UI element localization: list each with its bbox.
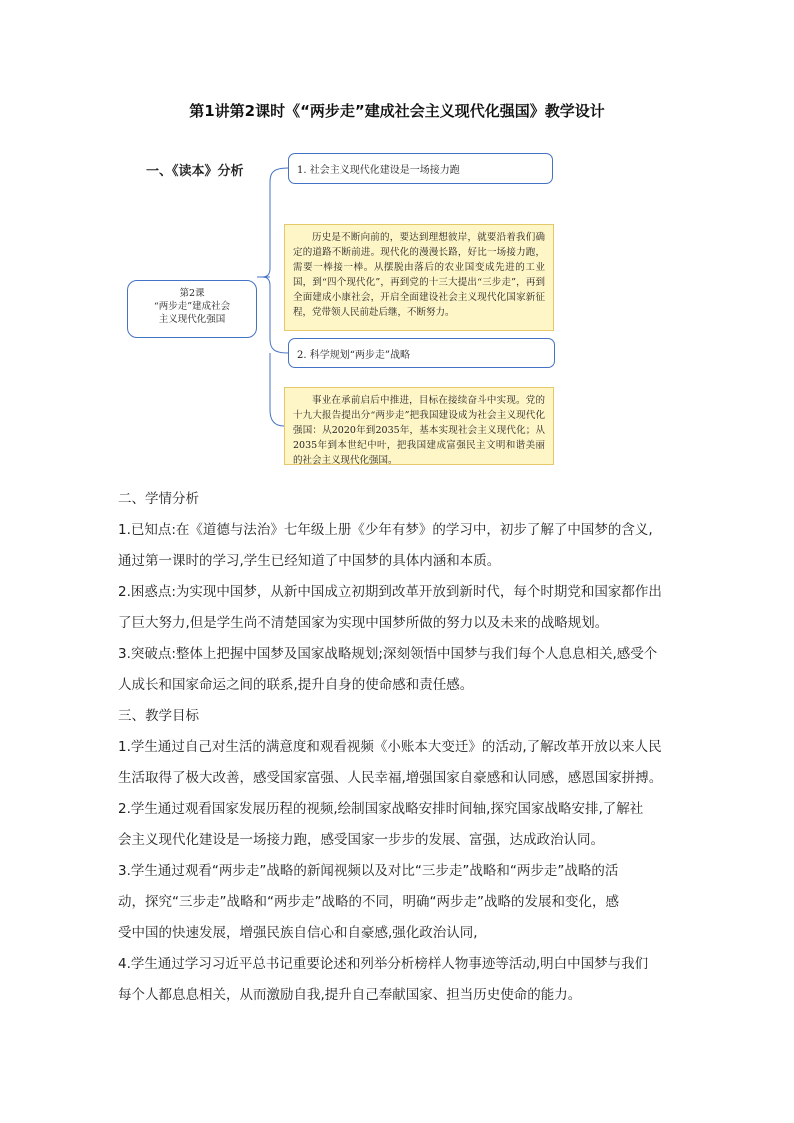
branch-1-note-box: 历史是不断向前的，要达到理想彼岸，就要沿着我们确定的道路不断前进。现代化的漫漫长路，好比一场接力跑，需要一棒接一棒。从摆脱由落后的农业国变成先进的工业国，到“四个现代化”，再到党的十三大提出“三步走”，再到全面建成小康社会，开启全面建设社会主义现代化国家新征程，党带领人民前赴后继，不断努力。 [284, 224, 554, 331]
branch-2-note-box: 事业在承前启后中推进，目标在接续奋斗中实现。党的十九大报告提出分“两步走”把我国建设成为社会主义现代化强国：从2020年到2035年，基本实现社会主义现代化；从2035年到本世纪中叶，把我国建成富强民主文明和谐美丽的社会主义现代化强国。 [284, 387, 554, 465]
central-topic-line: 第2课 [179, 288, 205, 299]
branch-1-title-box: 1. 社会主义现代化建设是一场接力跑 [288, 153, 553, 184]
paragraph-line: 每个人都息息相关，从而激励自我,提升自己奉献国家、担当历史使命的能力。 [118, 987, 582, 1003]
paragraph-line: 2.困惑点:为实现中国梦，从新中国成立初期到改革开放到新时代，每个时期党和国家都作出 [118, 584, 662, 600]
paragraph-line: 3.学生通过观看“两步走”战略的新闻视频以及对比“三步走”战略和“两步走”战略的活 [118, 863, 619, 879]
central-topic-line: 主义现代化强国 [158, 314, 226, 325]
paragraph-line: 1.学生通过自己对生活的满意度和观看视频《小账本大变迁》的活动,了解改革开放以来人民 [118, 739, 662, 755]
section-heading-reader-analysis: 一、《读本》分析 [146, 164, 244, 179]
document-body [118, 484, 688, 1011]
paragraph-line: 3.突破点:整体上把握中国梦及国家战略规划;深刻领悟中国梦与我们每个人息息相关,感受个 [118, 646, 658, 662]
paragraph-line: 动，探究“三步走”战略和“两步走”战略的不同，明确“两步走”战略的发展和变化，感 [118, 894, 619, 910]
paragraph-line: 2.学生通过观看国家发展历程的视频,绘制国家战略安排时间轴,探究国家战略安排,了解社 [118, 801, 644, 817]
paragraph-line: 1.已知点:在《道德与法治》七年级上册《少年有梦》的学习中，初步了解了中国梦的含义, [118, 522, 653, 538]
paragraph-line: 4.学生通过学习习近平总书记重要论述和列举分析榜样人物事迹等活动,明白中国梦与我们 [118, 956, 649, 972]
central-topic-box [127, 280, 257, 338]
paragraph-line: 生活取得了极大改善，感受国家富强、人民幸福,增强国家自豪感和认同感，感恩国家拼搏。 [118, 770, 663, 786]
document-title: 第1讲第2课时《“两步走”建成社会主义现代化强国》教学设计 [189, 102, 605, 120]
section-heading-student-analysis: 二、学情分析 [118, 491, 199, 507]
central-topic-line: “两步走”建成社会 [153, 301, 231, 312]
paragraph-line: 受中国的快速发展，增强民族自信心和自豪感,强化政治认同, [118, 925, 478, 941]
paragraph-line: 了巨大努力,但是学生尚不清楚国家为实现中国梦所做的努力以及未来的战略规划。 [118, 615, 609, 631]
paragraph-line: 人成长和国家命运之间的联系,提升自身的使命感和责任感。 [118, 677, 474, 693]
paragraph-line: 会主义现代化建设是一场接力跑，感受国家一步步的发展、富强，达成政治认同。 [118, 832, 604, 848]
branch-2-title-box: 2. 科学规划“两步走”战略 [288, 338, 555, 368]
paragraph-line: 通过第一课时的学习,学生已经知道了中国梦的具体内涵和本质。 [118, 553, 501, 569]
section-heading-teaching-goals: 三、教学目标 [118, 708, 199, 724]
